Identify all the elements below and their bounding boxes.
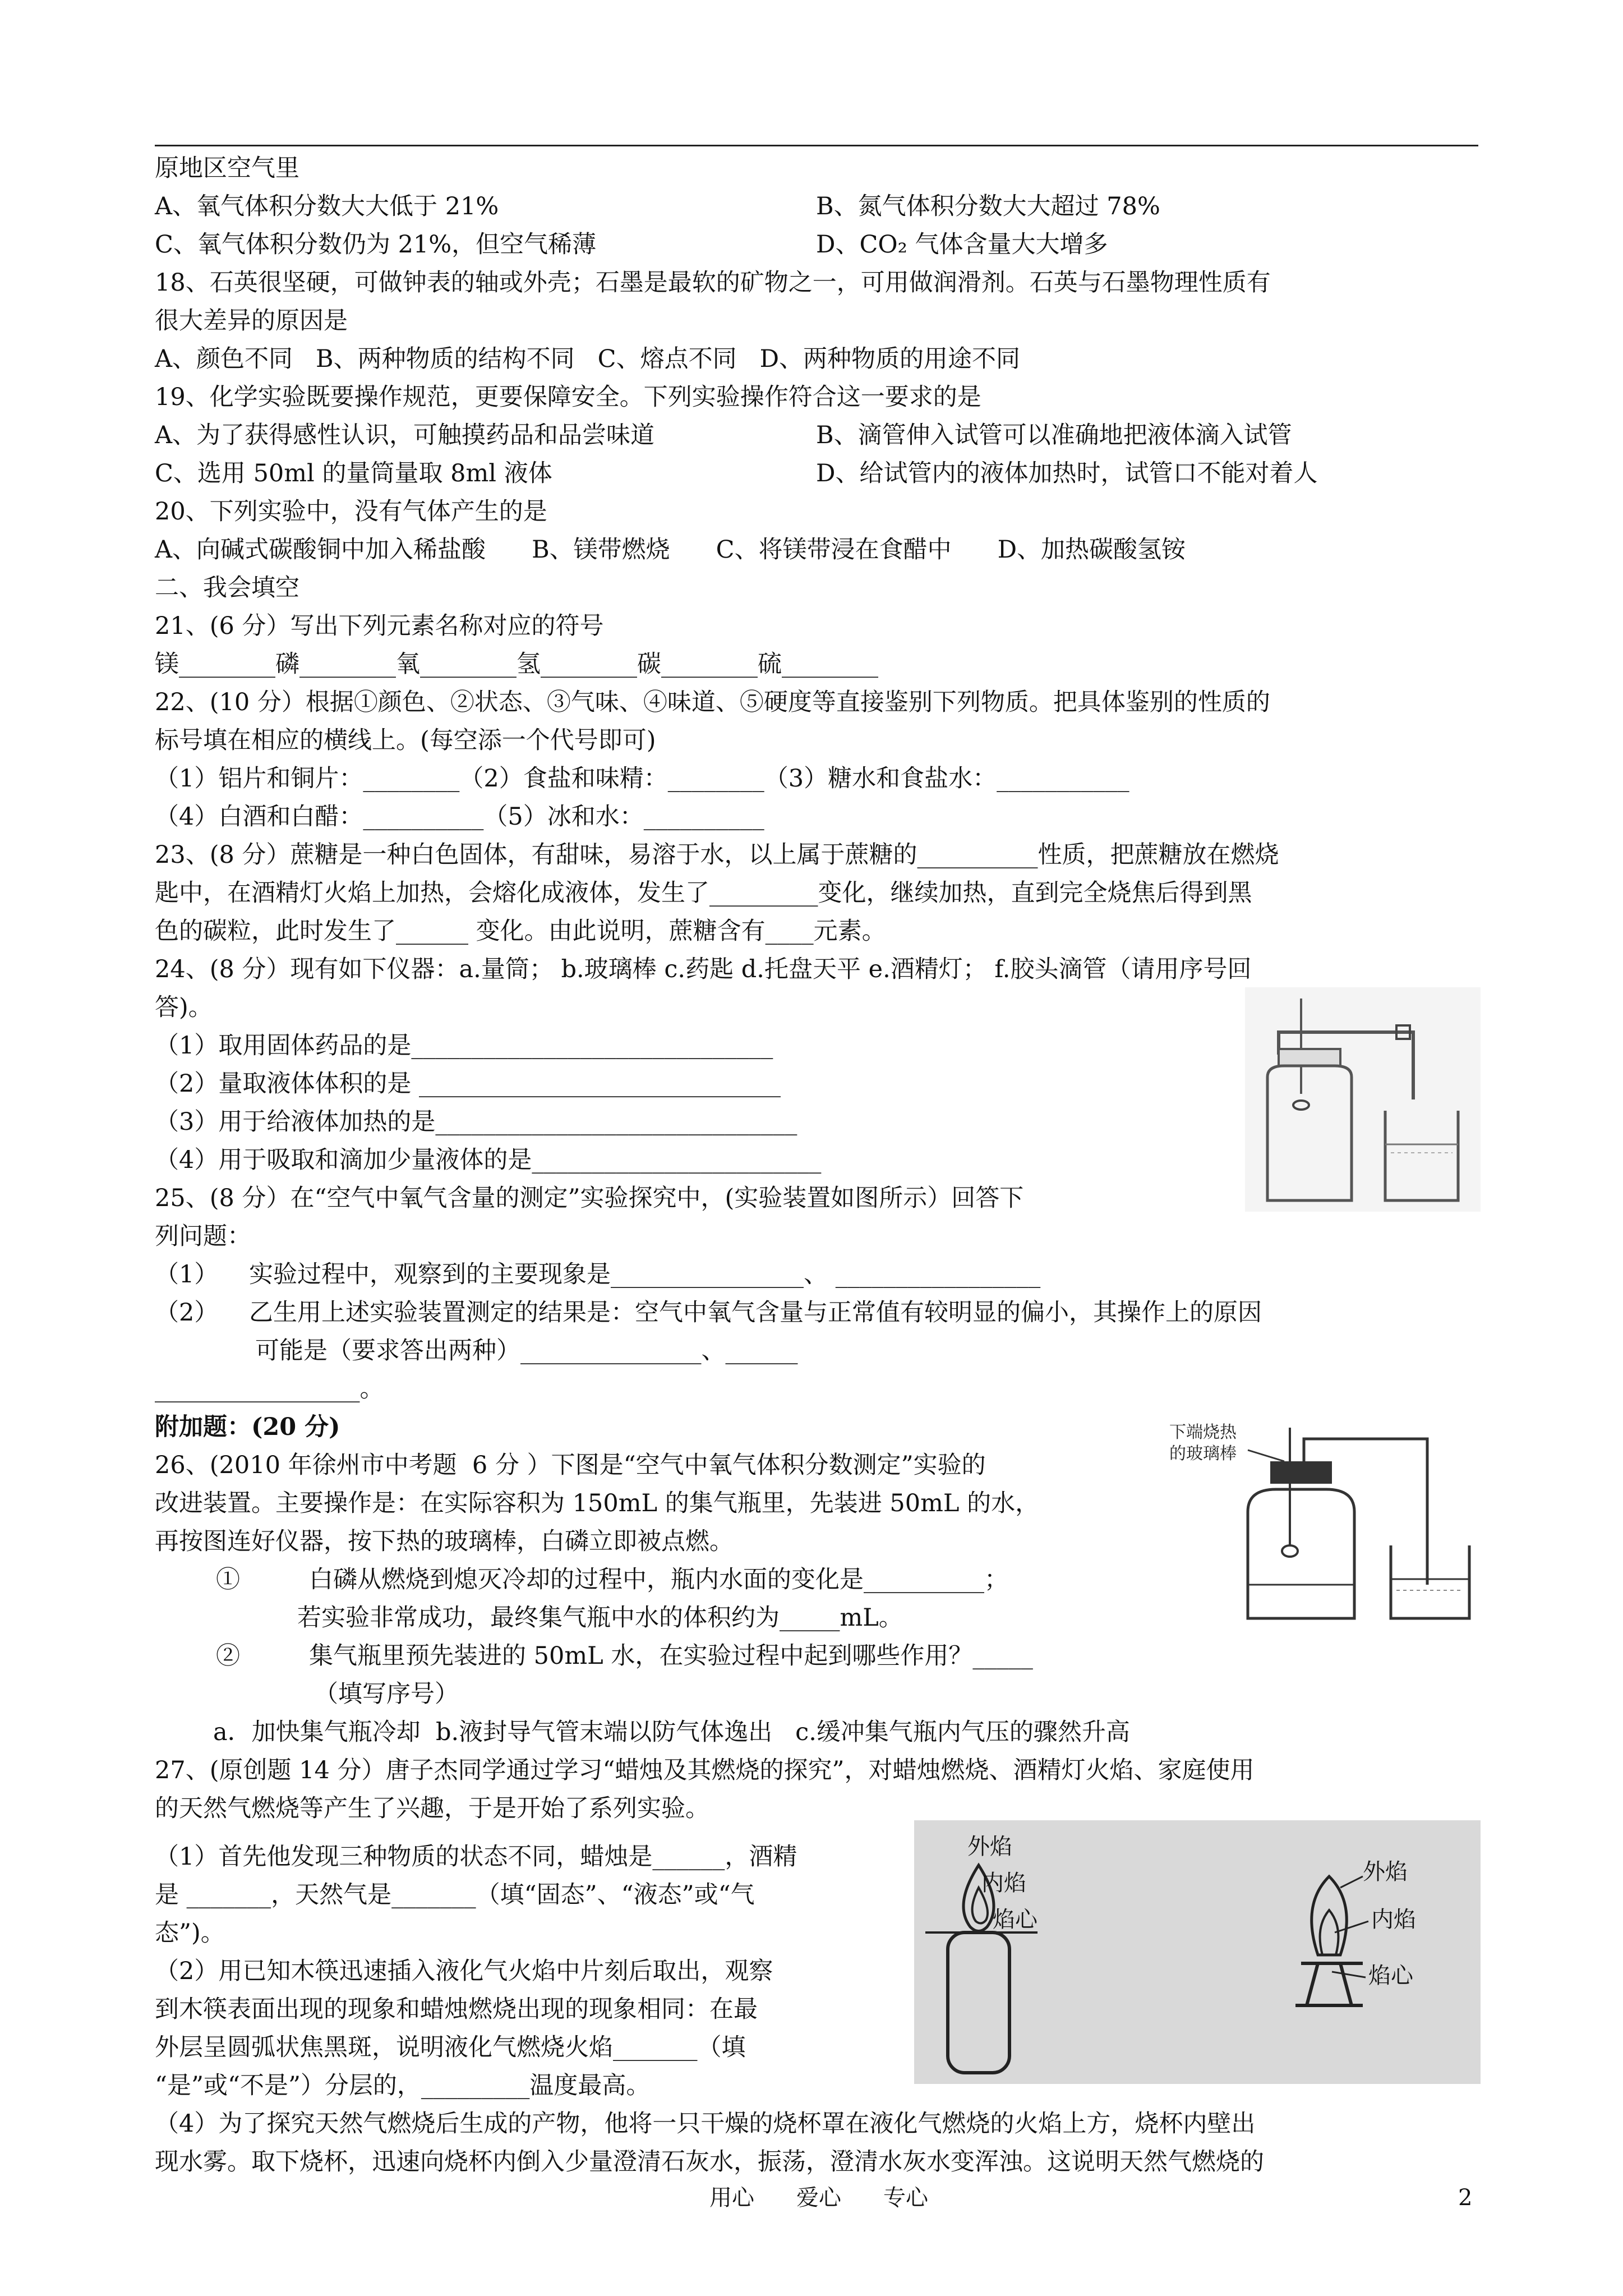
text-line: 原地区空气里: [155, 154, 299, 182]
text-line: 的天然气燃烧等产生了兴趣，于是开始了系列实验。: [155, 1795, 709, 1823]
text-line: （4）为了探究天然气燃烧后生成的产物，他将一只干燥的烧杯罩在液化气燃烧的火焰上方，烧杯内壁出: [155, 2110, 1256, 2138]
fill-in-line: 镁________磷________氧________氢________碳________硫________: [155, 650, 878, 678]
option-c: C、氧气体积分数仍为 21%，但空气稀薄: [155, 231, 597, 259]
fill-in-line: 可能是（要求答出两种）_______________、______: [255, 1337, 798, 1365]
question-20: 20、下列实验中，没有气体产生的是: [155, 498, 547, 526]
question-23: 23、(8 分）蔗糖是一种白色固体，有甜味，易溶于水，以上属于蔗糖的__________性质，把蔗糖放在燃烧: [155, 841, 1279, 869]
oxygen-apparatus-diagram: [1245, 987, 1481, 1212]
bonus-heading: 附加题：(20 分): [155, 1413, 340, 1441]
fill-in-line: 外层呈圆弧状焦黑斑，说明液化气燃烧火焰_______（填: [155, 2033, 746, 2062]
text-line: 再按图连好仪器，按下热的玻璃棒，白磷立即被点燃。: [155, 1527, 734, 1556]
text-line: （2）用已知木筷迅速插入液化气火焰中片刻后取出，观察: [155, 1957, 773, 1985]
fill-in-line: 若实验非常成功，最终集气瓶中水的体积约为_____mL。: [297, 1604, 903, 1632]
option-a: A、氧气体积分数大大低于 21%: [155, 192, 499, 220]
question-25: 25、(8 分）在“空气中氧气含量的测定”实验探究中，(实验装置如图所示）回答下: [155, 1184, 1024, 1212]
footer-motto-1: 用心: [709, 2185, 754, 2211]
fill-in-line: （4）白酒和白醋：__________（5）冰和水：__________: [155, 803, 764, 831]
footer-motto-3: 专心: [883, 2185, 928, 2211]
text-line: 色的碳粒，此时发生了______ 变化。由此说明，蔗糖含有____元素。: [155, 917, 886, 945]
fill-in-line: （1）取用固体药品的是______________________________: [155, 1032, 773, 1060]
option-b: B、滴管伸入试管可以准确地把液体滴入试管: [816, 421, 1292, 449]
question-22: 22、(10 分）根据①颜色、②状态、③气味、④味道、⑤硬度等直接鉴别下列物质。把具体鉴别的性质的: [155, 688, 1270, 716]
glass-rod-label-1: 下端烧热: [1169, 1423, 1237, 1442]
text-line: 到木筷表面出现的现象和蜡烛燃烧出现的现象相同：在最: [155, 1995, 758, 2023]
question-19: 19、化学实验既要操作规范，更要保障安全。下列实验操作符合这一要求的是: [155, 383, 981, 411]
text-line: 列问题：: [155, 1222, 251, 1250]
fill-in-line: （1）铝片和铜片：________（2）食盐和味精：________（3）糖水和食盐水：___________: [155, 765, 1129, 793]
option-d: D、给试管内的液体加热时，试管口不能对着人: [816, 459, 1318, 487]
fill-in-line: （3）用于给液体加热的是______________________________: [155, 1108, 797, 1136]
fill-in-line: “是”或“不是”）分层的，_________温度最高。: [155, 2072, 651, 2100]
text-line: 答)。: [155, 993, 213, 1022]
text-line: （2） 乙生用上述实验装置测定的结果是：空气中氧气含量与正常值有较明显的偏小，其操作上的原因: [155, 1299, 1262, 1327]
glass-rod-label-2: 的玻璃棒: [1169, 1444, 1237, 1464]
text-line: 现水雾。取下烧杯，迅速向烧杯内倒入少量澄清石灰水，振荡，澄清水灰水变浑浊。这说明天然气燃烧的: [155, 2148, 1264, 2176]
fill-in-line: ② 集气瓶里预先装进的 50mL 水，在实验过程中起到哪些作用？_____: [216, 1642, 1033, 1670]
fill-in-line: （2）量取液体体积的是 ______________________________: [155, 1070, 781, 1098]
flame-core-label: 焰心: [1368, 1963, 1413, 1989]
question-27: 27、(原创题 14 分）唐子杰同学通过学习“蜡烛及其燃烧的探究”，对蜡烛燃烧、酒精灯火焰、家庭使用: [155, 1756, 1255, 1784]
question-18-options: A、颜色不同 B、两种物质的结构不同 C、熔点不同 D、两种物质的用途不同: [155, 345, 1021, 373]
footer-motto-2: 爱心: [796, 2185, 841, 2211]
text-line: 很大差异的原因是: [155, 307, 348, 335]
question-18: 18、石英很坚硬，可做钟表的轴或外壳；石墨是最软的矿物之一，可用做润滑剂。石英与石墨物理性质有: [155, 269, 1271, 297]
text-line: （填写序号）: [314, 1680, 459, 1708]
option-c: C、选用 50ml 的量筒量取 8ml 液体: [155, 459, 552, 487]
fill-in-line: 是 _______，天然气是_______（填“固态”、“液态”或“气: [155, 1881, 755, 1909]
question-26: 26、(2010 年徐州市中考题 6 分 ）下图是“空气中氧气体积分数测定”实验的: [155, 1451, 986, 1479]
text-line: 态”)。: [155, 1919, 225, 1947]
option-a: A、为了获得感性认识，可触摸药品和品尝味道: [155, 421, 655, 449]
fill-in-line: （4）用于吸取和滴加少量液体的是________________________: [155, 1146, 822, 1174]
question-24: 24、(8 分）现有如下仪器：a.量筒； b.玻璃棒 c.药匙 d.托盘天平 e.酒精灯； f.胶头滴管（请用序号回: [155, 955, 1252, 983]
fill-in-line: ① 白磷从燃烧到熄灭冷却的过程中，瓶内水面的变化是__________；: [216, 1566, 1009, 1594]
page-number: 2: [1458, 2185, 1473, 2211]
fill-in-line: _________________。: [155, 1375, 384, 1403]
question-26-options: a．加快集气瓶冷却 b.液封导气管末端以防气体逸出 c.缓冲集气瓶内气压的骤然升高: [213, 1718, 1130, 1746]
option-b: B、氮气体积分数大大超过 78%: [816, 192, 1160, 220]
header-rule: [155, 145, 1478, 146]
fill-in-line: （1） 实验过程中，观察到的主要现象是________________、 _________________: [155, 1260, 1041, 1289]
text-line: 匙中，在酒精灯火焰上加热，会熔化成液体，发生了_________变化，继续加热，直到完全烧焦后得到黑: [155, 879, 1252, 907]
flame-structure-photo: [914, 1820, 1481, 2084]
flame-core-label: 焰心: [993, 1907, 1038, 1932]
text-line: 改进装置。主要操作是：在实际容积为 150mL 的集气瓶里，先装进 50mL 的水，: [155, 1489, 1040, 1517]
fill-in-line: （1）首先他发现三种物质的状态不同，蜡烛是______，酒精: [155, 1843, 797, 1871]
inner-flame-label: 内焰: [1371, 1907, 1416, 1932]
option-d: D、CO₂ 气体含量大大增多: [816, 231, 1108, 259]
text-line: 标号填在相应的横线上。(每空添一个代号即可): [155, 726, 656, 754]
question-20-options: A、向碱式碳酸铜中加入稀盐酸 B、镁带燃烧 C、将镁带浸在食醋中 D、加热碳酸氢铵: [155, 536, 1186, 564]
outer-flame-label: 外焰: [1363, 1859, 1408, 1885]
outer-flame-label: 外焰: [967, 1834, 1012, 1860]
inner-flame-label: 内焰: [981, 1870, 1026, 1896]
improved-apparatus-diagram: [1164, 1416, 1478, 1624]
section-heading: 二、我会填空: [155, 574, 299, 602]
question-21: 21、(6 分）写出下列元素名称对应的符号: [155, 612, 604, 640]
